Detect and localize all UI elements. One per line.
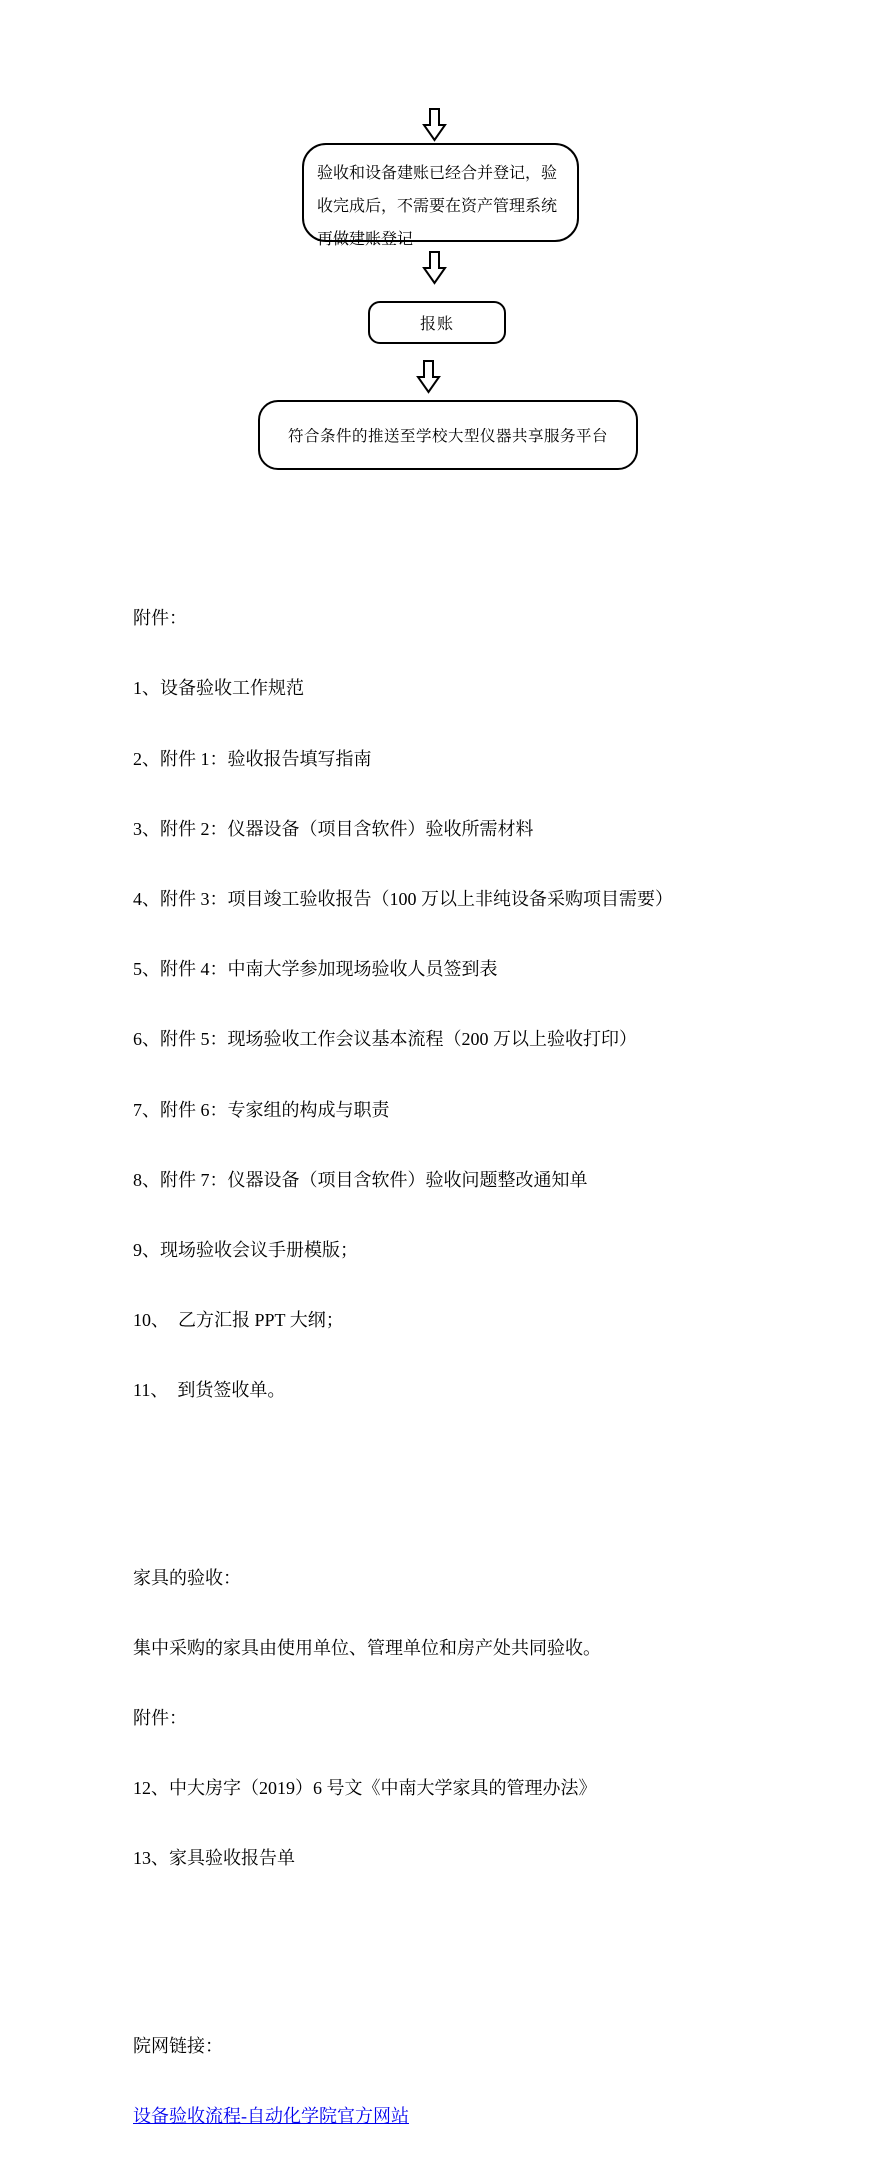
attachment-list-item: 12、中大房字（2019）6 号文《中南大学家具的管理办法》 — [133, 1778, 597, 1799]
equipment-acceptance-process-link[interactable]: 设备验收流程-自动化学院官方网站 — [133, 2105, 409, 2126]
attachment-list-item: 5、附件 4：中南大学参加现场验收人员签到表 — [133, 959, 498, 980]
attachment-list-item: 11、 到货签收单。 — [133, 1380, 286, 1401]
attachment-list-item: 13、家具验收报告单 — [133, 1848, 295, 1869]
attachment-list-item: 2、附件 1：验收报告填写指南 — [133, 748, 372, 769]
document-text — [133, 537, 733, 2175]
attachment-list-item: 6、附件 5：现场验收工作会议基本流程（200 万以上验收打印） — [133, 1029, 637, 1050]
furniture-attachments-heading: 附件： — [133, 1708, 187, 1729]
links-heading: 院网链接： — [133, 2035, 223, 2056]
furniture-description: 集中采购的家具由使用单位、管理单位和房产处共同验收。 — [133, 1637, 601, 1658]
down-arrow-icon — [423, 251, 446, 284]
down-arrow-icon — [417, 360, 440, 393]
flow-step-shared-platform: 符合条件的推送至学校大型仪器共享服务平台 — [258, 400, 638, 470]
blank-line — [133, 1941, 733, 1964]
attachment-list-item: 1、设备验收工作规范 — [133, 678, 304, 699]
attachment-list-item: 10、 乙方汇报 PPT 大纲； — [133, 1310, 344, 1331]
furniture-heading: 家具的验收： — [133, 1567, 241, 1588]
attachment-list-item: 8、附件 7：仪器设备（项目含软件）验收问题整改通知单 — [133, 1169, 588, 1190]
flow-step-reimbursement: 报账 — [368, 301, 506, 344]
attachment-list-item: 9、现场验收会议手册模版； — [133, 1240, 358, 1261]
down-arrow-icon — [423, 108, 446, 141]
attachment-list-item: 3、附件 2：仪器设备（项目含软件）验收所需材料 — [133, 818, 534, 839]
flow-step-merged-registration: 验收和设备建账已经合并登记，验收完成后，不需要在资产管理系统再做建账登记 — [302, 143, 579, 242]
attachment-list-item: 7、附件 6：专家组的构成与职责 — [133, 1099, 390, 1120]
blank-line — [133, 1473, 733, 1496]
attachments-heading: 附件： — [133, 608, 187, 629]
attachment-list-item: 4、附件 3：项目竣工验收报告（100 万以上非纯设备采购项目需要） — [133, 889, 673, 910]
link-line — [133, 2105, 733, 2128]
